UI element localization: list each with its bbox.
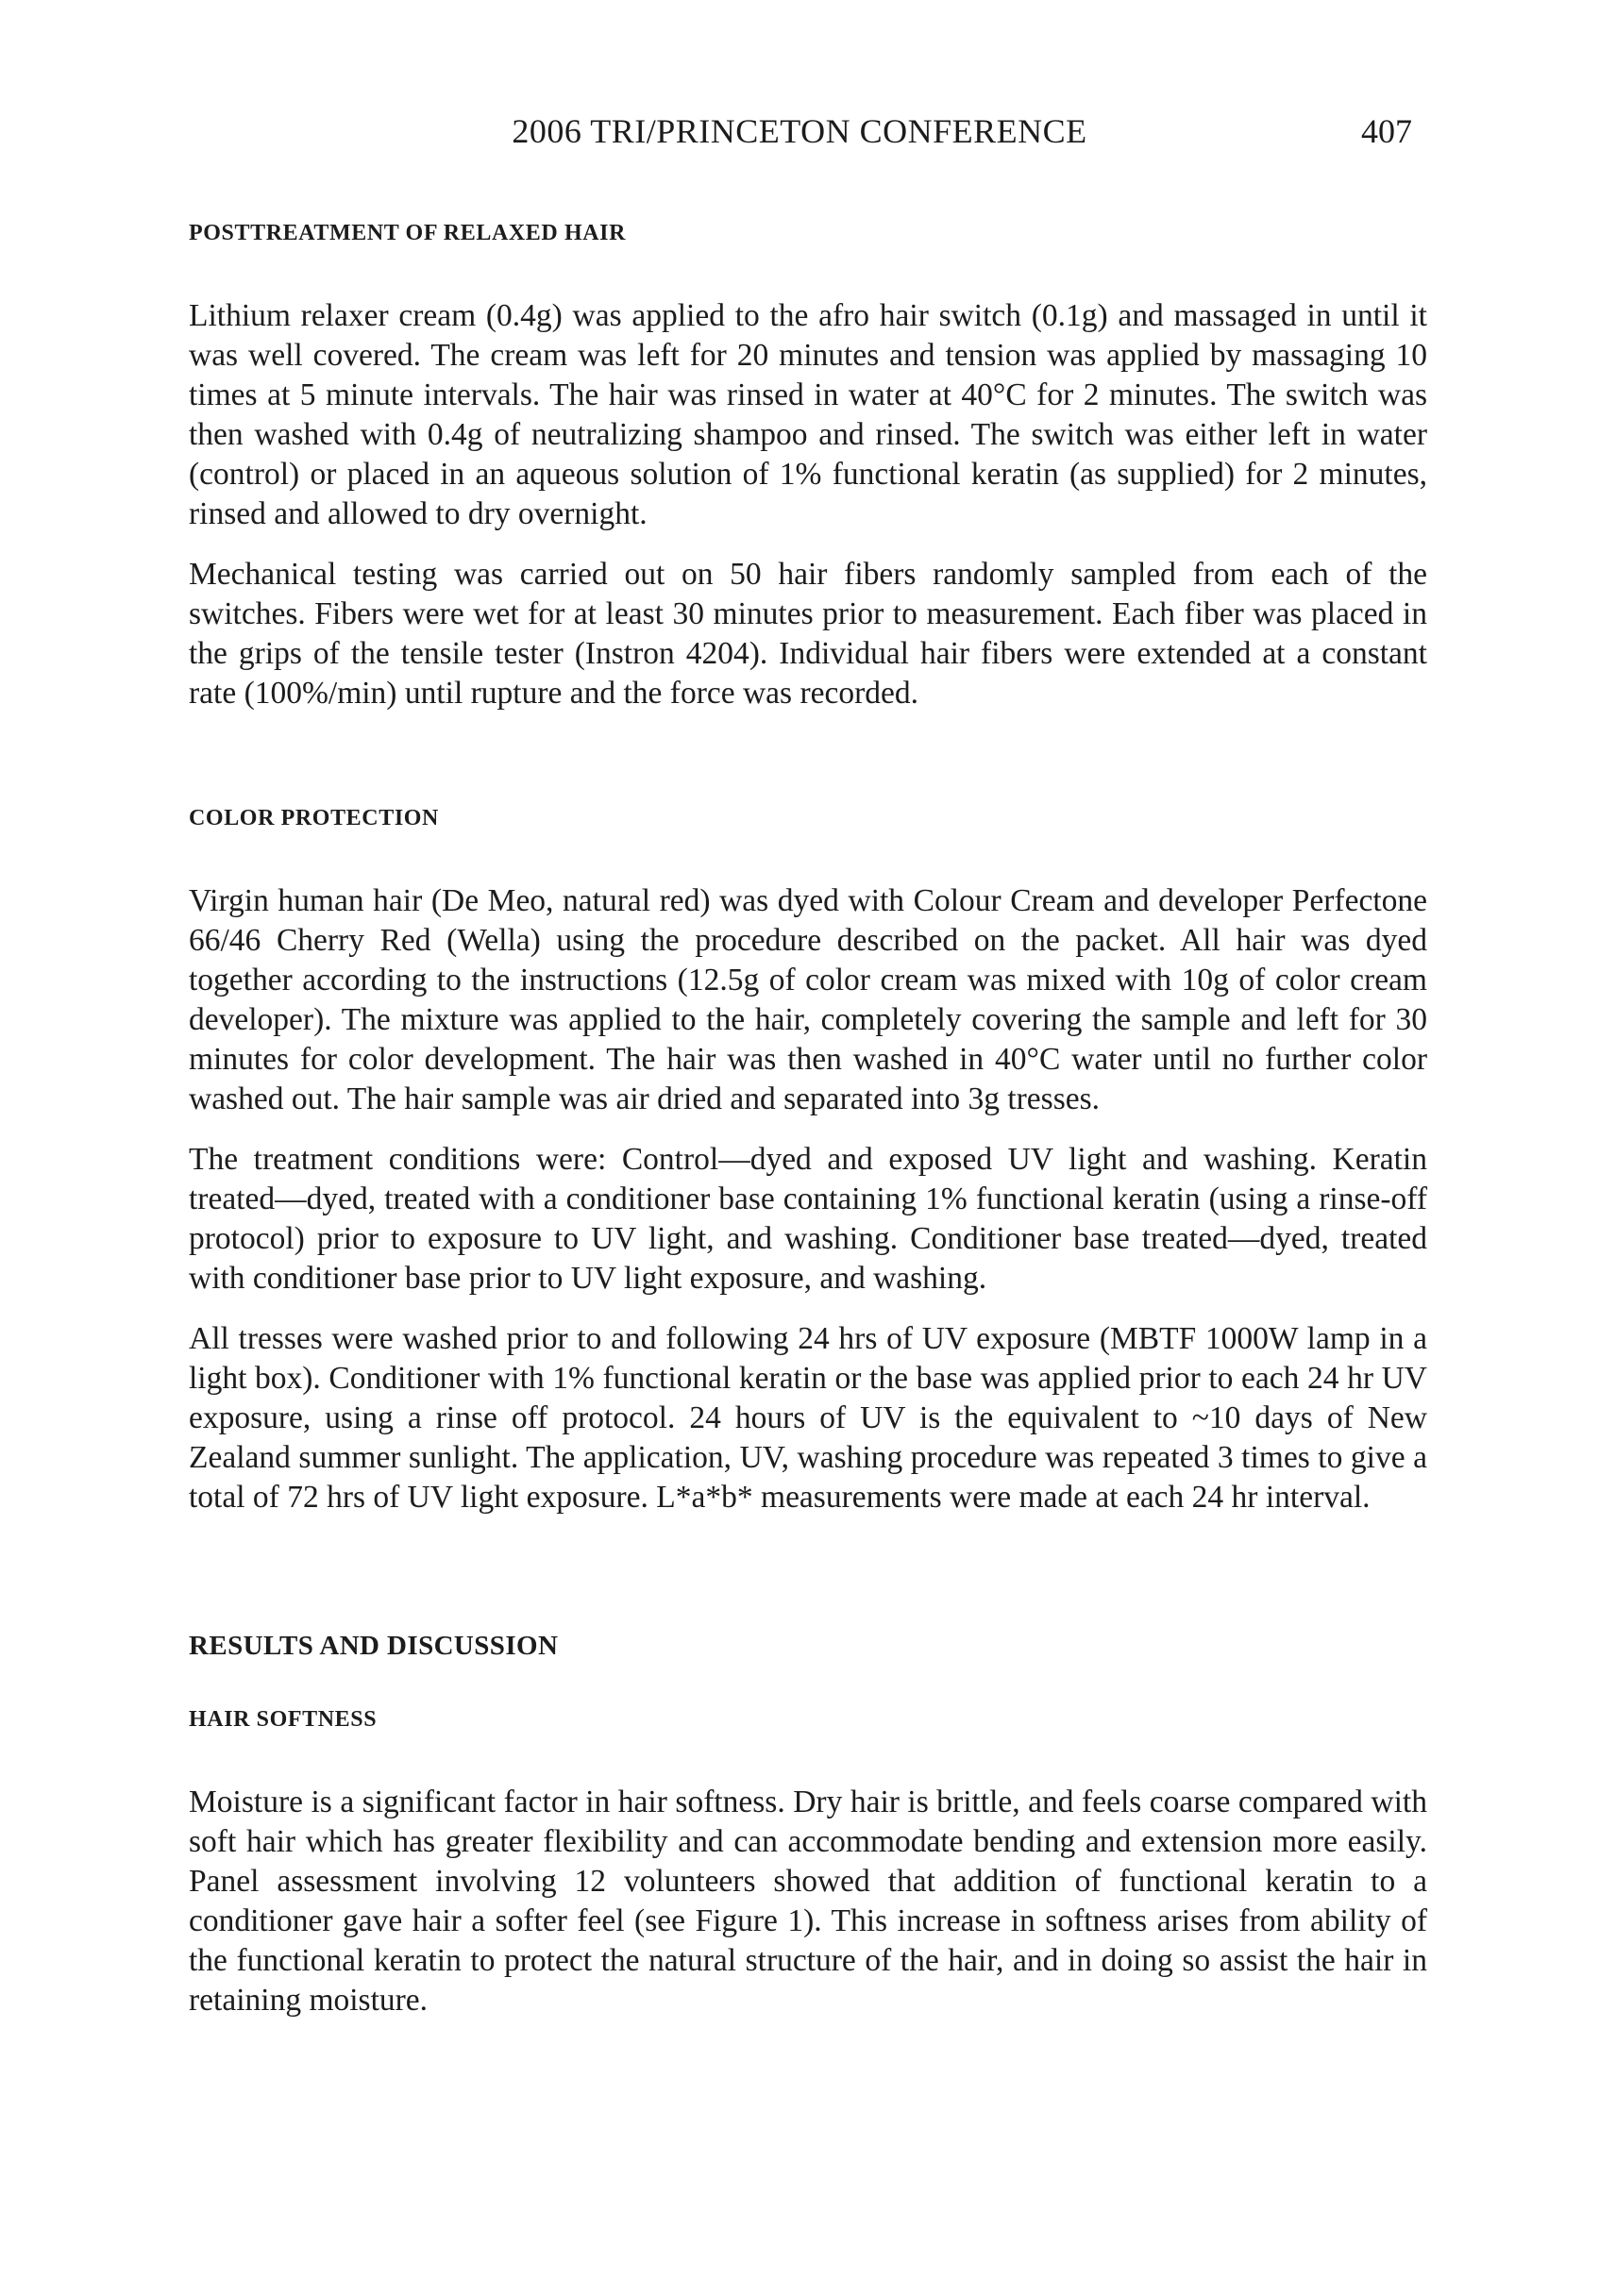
subsection-heading-color-protection: COLOR PROTECTION xyxy=(189,806,439,830)
running-header xyxy=(0,111,1599,159)
paragraph-color-protection-2: The treatment conditions were: Control—dyed and exposed UV light and washing. Keratin treated—dyed, treated with a conditioner base containing 1% functional keratin (using a rinse-off protocol) prior to exposure to UV light, and washing. Conditioner base treated—dyed, treated with conditioner base prior to UV light exposure, and washing. xyxy=(189,1142,1427,1296)
paragraph-hair-softness-1: Moisture is a significant factor in hair softness. Dry hair is brittle, and feels coarse compared with soft hair which has greater flexibility and can accommodate bending and extension more easily. Panel assessment involving 12 volunteers showed that addition of functional keratin to a conditioner gave hair a softer feel (see Figure 1). This increase in softness arises from ability of the functional keratin to protect the natural structure of the hair, and in doing so assist the hair in retaining moisture. xyxy=(189,1785,1427,2018)
running-title: 2006 TRI/PRINCETON CONFERENCE xyxy=(512,112,1087,150)
page-body xyxy=(189,219,1427,2020)
section-heading-results: RESULTS AND DISCUSSION xyxy=(189,1631,559,1661)
paragraph-posttreatment-1: Lithium relaxer cream (0.4g) was applied to the afro hair switch (0.1g) and massaged in until it was well covered. The cream was left for 20 minutes and tension was applied by massaging 10 times at 5 minute intervals. The hair was rinsed in water at 40°C for 2 minutes. The switch was then washed with 0.4g of neutralizing shampoo and rinsed. The switch was either left in water (control) or placed in an aqueous solution of 1% functional keratin (as supplied) for 2 minutes, rinsed and allowed to dry overnight. xyxy=(189,298,1427,531)
paragraph-posttreatment-2: Mechanical testing was carried out on 50 hair fibers randomly sampled from each of the switches. Fibers were wet for at least 30 minutes prior to measurement. Each fiber was placed in the grips of the tensile tester (Instron 4204). Individual hair fibers were extended at a constant rate (100%/min) until rupture and the force was recorded. xyxy=(189,557,1427,711)
subsection-heading-posttreatment: POSTTREATMENT OF RELAXED HAIR xyxy=(189,221,627,245)
paragraph-color-protection-1: Virgin human hair (De Meo, natural red) was dyed with Colour Cream and developer Perfectone 66/46 Cherry Red (Wella) using the procedure described on the packet. All hair was dyed together according to the instructions (12.5g of color cream was mixed with 10g of color cream developer). The mixture was applied to the hair, completely covering the sample and left for 30 minutes for color development. The hair was then washed in 40°C water until no further color washed out. The hair sample was air dried and separated into 3g tresses. xyxy=(189,883,1427,1116)
subsection-heading-hair-softness: HAIR SOFTNESS xyxy=(189,1707,378,1732)
paragraph-color-protection-3: All tresses were washed prior to and following 24 hrs of UV exposure (MBTF 1000W lamp in a light box). Conditioner with 1% functional keratin or the base was applied prior to each 24 hr UV exposure, using a rinse off protocol. 24 hours of UV is the equivalent to ~10 days of New Zealand summer sunlight. The application, UV, washing procedure was repeated 3 times to give a total of 72 hrs of UV light exposure. L*a*b* measurements were made at each 24 hr interval. xyxy=(189,1321,1427,1515)
page-number: 407 xyxy=(1361,112,1412,150)
